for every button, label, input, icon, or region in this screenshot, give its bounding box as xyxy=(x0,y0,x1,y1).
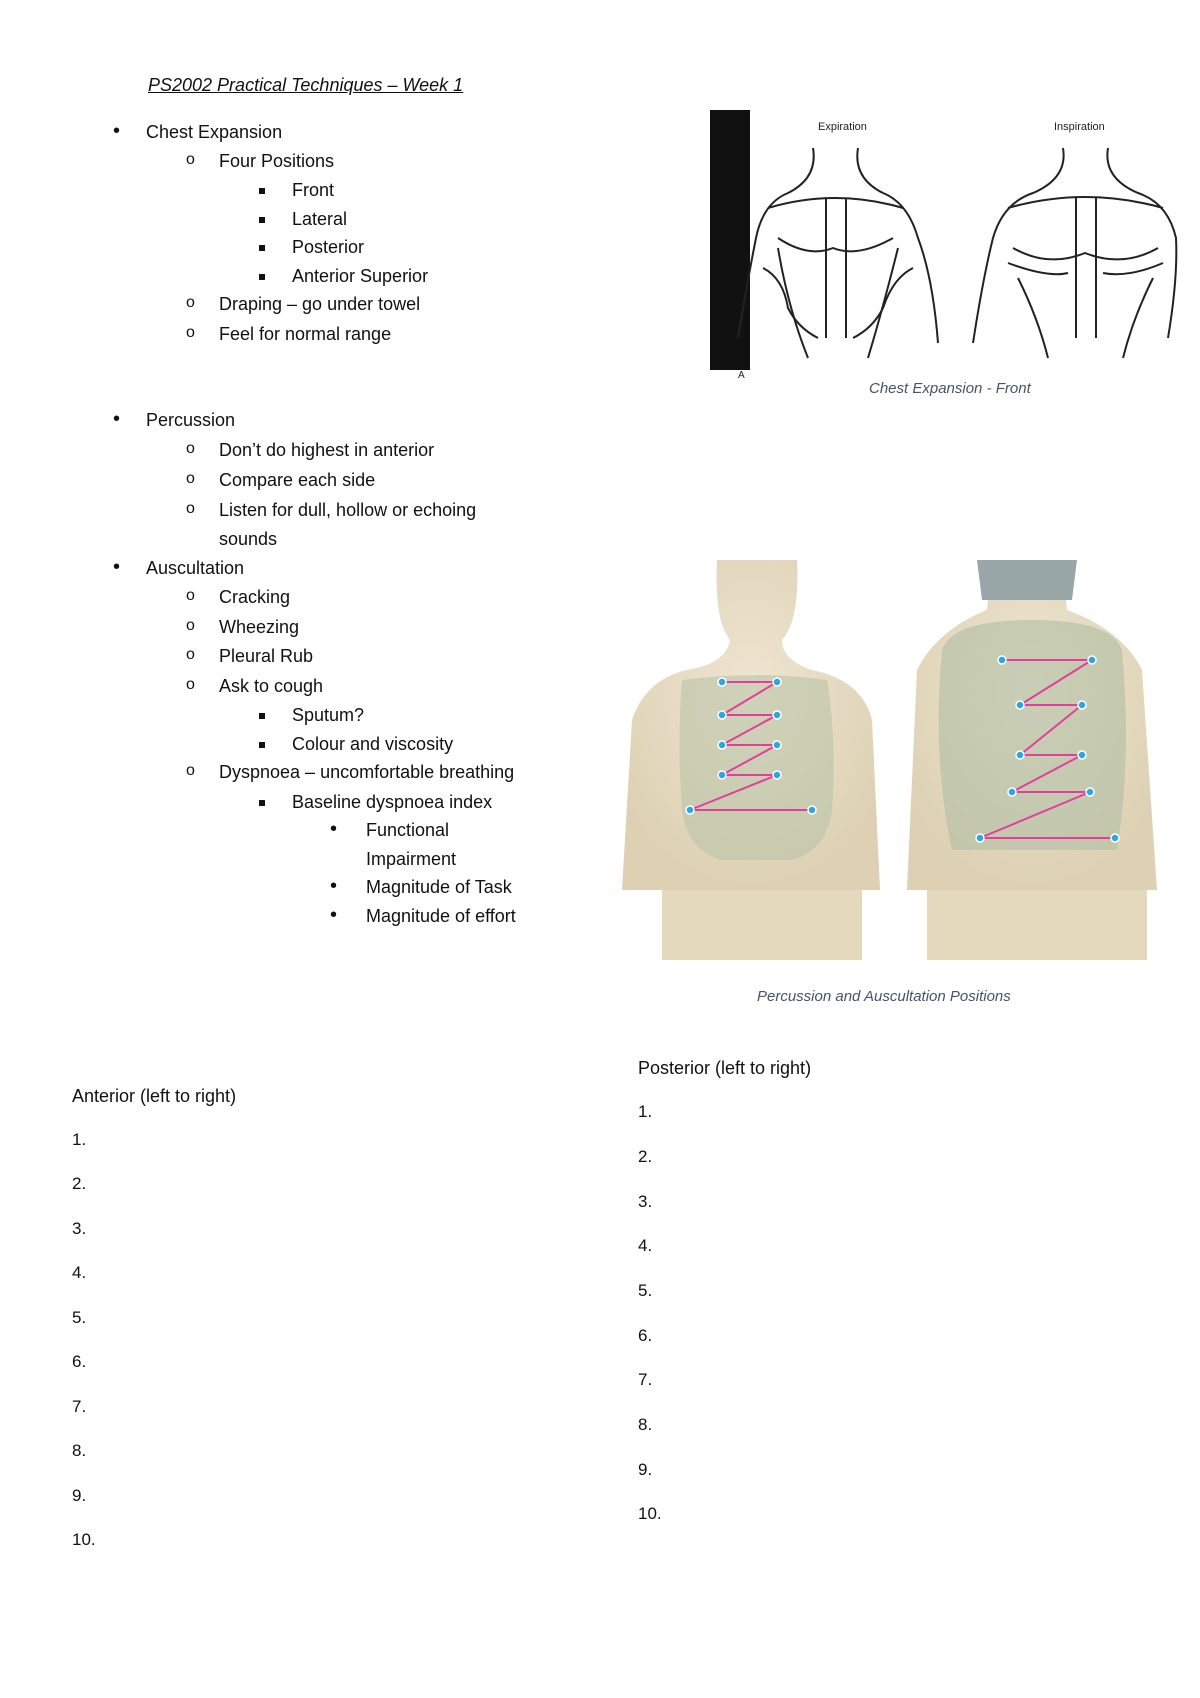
panel-letter: A xyxy=(738,370,745,380)
list-item: o Listen for dull, hollow or echoing xyxy=(219,500,476,521)
posterior-heading: Posterior (left to right) xyxy=(638,1058,812,1078)
chest-expansion-figure xyxy=(708,108,1180,380)
list-item: o Ask to cough xyxy=(219,676,323,697)
list-item: 5. xyxy=(638,1281,653,1300)
page-title: PS2002 Practical Techniques – Week 1 xyxy=(148,75,464,95)
auscultation-point xyxy=(718,678,726,686)
list-item: 9. xyxy=(72,1486,87,1505)
list-item: o Cracking xyxy=(219,587,290,608)
auscultation-point xyxy=(773,678,781,686)
list-item: • Magnitude of effort xyxy=(366,906,516,927)
figure-caption-positions: Percussion and Auscultation Positions xyxy=(757,988,1011,1005)
list-item: Front xyxy=(292,180,335,200)
list-item: • Functional xyxy=(366,820,449,841)
list-item-continuation: sounds xyxy=(219,529,278,549)
list-item: 3. xyxy=(72,1219,87,1238)
expiration-label: Expiration xyxy=(818,121,867,133)
list-item: 4. xyxy=(638,1236,653,1255)
auscultation-point xyxy=(686,806,694,814)
list-item: o Wheezing xyxy=(219,617,299,638)
figure-caption-chest-expansion: Chest Expansion - Front xyxy=(869,380,1031,397)
list-item: o Compare each side xyxy=(219,470,375,491)
list-item: 6. xyxy=(72,1352,87,1371)
list-item: 8. xyxy=(638,1415,653,1434)
list-item: o Pleural Rub xyxy=(219,646,313,667)
list-item: 2. xyxy=(638,1147,653,1166)
list-item: 4. xyxy=(72,1263,87,1282)
auscultation-point xyxy=(773,741,781,749)
list-item: 10. xyxy=(638,1504,662,1523)
list-item: Baseline dyspnoea index xyxy=(292,792,493,812)
list-item: o Four Positions xyxy=(219,151,334,172)
list-item: 1. xyxy=(72,1130,87,1149)
list-item: 7. xyxy=(72,1397,87,1416)
list-item: o Don’t do highest in anterior xyxy=(219,440,434,461)
list-item: Posterior xyxy=(292,237,365,257)
list-item: 9. xyxy=(638,1460,653,1479)
auscultation-point xyxy=(1088,656,1096,664)
posterior-body xyxy=(907,560,1157,960)
auscultation-point xyxy=(998,656,1006,664)
list-item: • Chest Expansion xyxy=(146,122,282,143)
auscultation-point xyxy=(1008,788,1016,796)
auscultation-point xyxy=(773,711,781,719)
list-item: • Magnitude of Task xyxy=(366,877,512,898)
list-item: Sputum? xyxy=(292,705,365,725)
list-item: o Feel for normal range xyxy=(219,324,391,345)
list-item: 5. xyxy=(72,1308,87,1327)
auscultation-point xyxy=(1016,751,1024,759)
auscultation-point xyxy=(1078,751,1086,759)
scan-edge xyxy=(710,110,750,370)
list-item: Colour and viscosity xyxy=(292,734,454,754)
anterior-heading: Anterior (left to right) xyxy=(72,1086,237,1106)
list-item: • Auscultation xyxy=(146,558,244,579)
auscultation-point xyxy=(718,711,726,719)
auscultation-point xyxy=(1078,701,1086,709)
list-item: Lateral xyxy=(292,209,348,229)
list-item: 8. xyxy=(72,1441,87,1460)
auscultation-point xyxy=(773,771,781,779)
list-item: 3. xyxy=(638,1192,653,1211)
inspiration-torso-drawing xyxy=(973,148,1176,358)
list-item-continuation: Impairment xyxy=(366,849,457,869)
list-item: 10. xyxy=(72,1530,96,1549)
auscultation-point xyxy=(718,771,726,779)
auscultation-point xyxy=(976,834,984,842)
list-item: o Draping – go under towel xyxy=(219,294,420,315)
auscultation-point xyxy=(808,806,816,814)
list-item: 1. xyxy=(638,1102,653,1121)
list-item: 7. xyxy=(638,1370,653,1389)
list-item: • Percussion xyxy=(146,410,235,431)
list-item: o Dyspnoea – uncomfortable breathing xyxy=(219,762,514,783)
list-item: 2. xyxy=(72,1174,87,1193)
list-item: 6. xyxy=(638,1326,653,1345)
percussion-auscultation-figure xyxy=(622,560,1180,962)
list-item: Anterior Superior xyxy=(292,266,429,286)
auscultation-point xyxy=(1016,701,1024,709)
auscultation-point xyxy=(718,741,726,749)
auscultation-point xyxy=(1111,834,1119,842)
inspiration-label: Inspiration xyxy=(1054,121,1105,133)
expiration-torso-drawing xyxy=(738,148,938,358)
auscultation-point xyxy=(1086,788,1094,796)
